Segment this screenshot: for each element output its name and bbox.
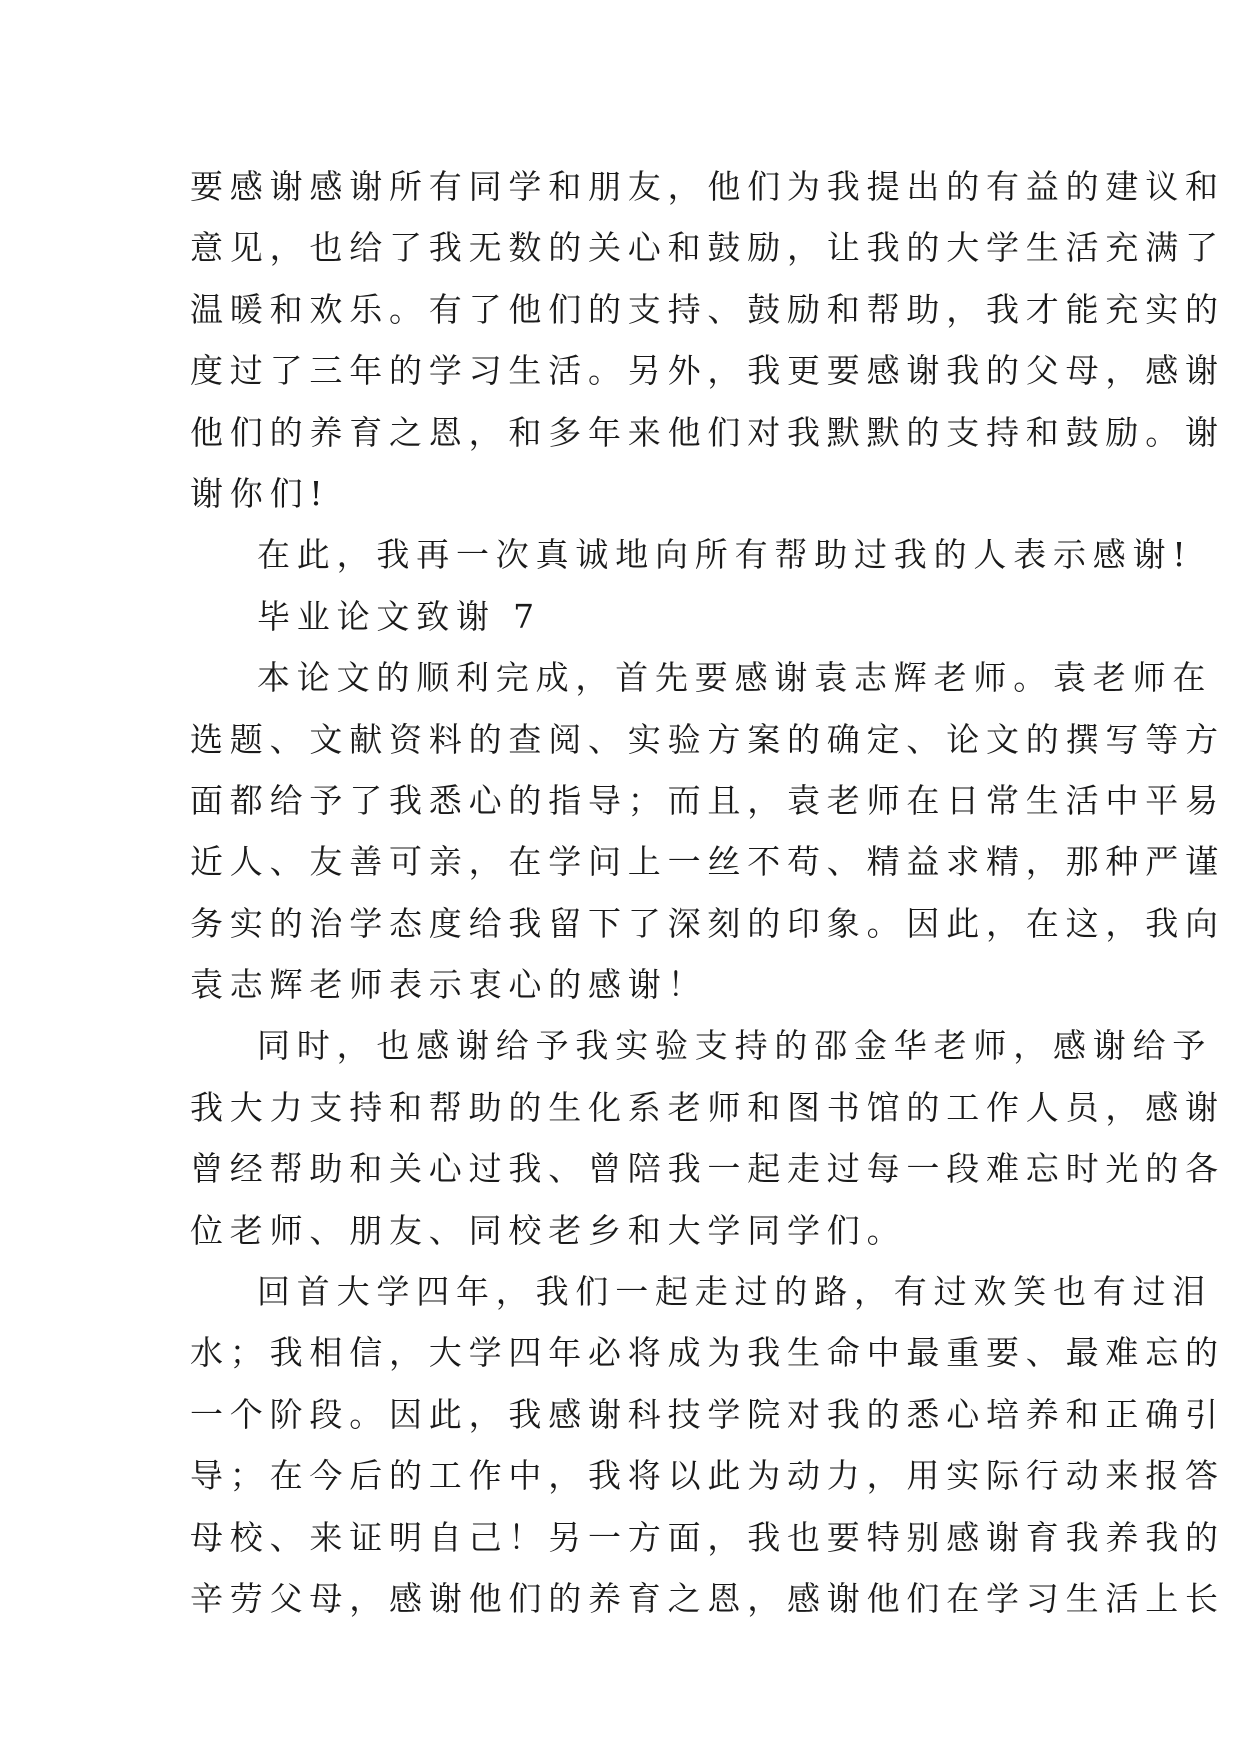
text-line: 在此，我再一次真诚地向所有帮助过我的人表示感谢! (257, 535, 1193, 575)
text-line: 温暖和欢乐。有了他们的支持、鼓励和帮助，我才能充实的 (190, 289, 1225, 329)
text-line: 辛劳父母，感谢他们的养育之恩，感谢他们在学习生活上长 (190, 1578, 1225, 1618)
text-line: 意见，也给了我无数的关心和鼓励，让我的大学生活充满了 (190, 228, 1225, 268)
text-line: 谢你们! (190, 473, 330, 513)
text-line: 曾经帮助和关心过我、曾陪我一起走过每一段难忘时光的各 (190, 1149, 1225, 1189)
text-line: 选题、文献资料的查阅、实验方案的确定、论文的撰写等方 (190, 719, 1225, 759)
text-line: 毕业论文致谢 7 (257, 596, 541, 636)
text-line: 回首大学四年，我们一起走过的路，有过欢笑也有过泪 (257, 1272, 1213, 1312)
text-line: 他们的养育之恩，和多年来他们对我默默的支持和鼓励。谢 (190, 412, 1225, 452)
text-line: 导；在今后的工作中，我将以此为动力，用实际行动来报答 (190, 1456, 1225, 1496)
text-line: 袁志辉老师表示衷心的感谢！ (190, 965, 708, 1005)
text-line: 水；我相信，大学四年必将成为我生命中最重要、最难忘的 (190, 1333, 1225, 1373)
text-line: 要感谢感谢所有同学和朋友，他们为我提出的有益的建议和 (190, 167, 1225, 206)
text-line: 同时，也感谢给予我实验支持的邵金华老师，感谢给予 (257, 1026, 1213, 1066)
text-line: 我大力支持和帮助的生化系老师和图书馆的工作人员，感谢 (190, 1087, 1225, 1127)
text-line: 母校、来证明自己！另一方面，我也要特别感谢育我养我的 (190, 1517, 1225, 1557)
text-line: 本论文的顺利完成，首先要感谢袁志辉老师。袁老师在 (257, 658, 1213, 698)
text-line: 面都给予了我悉心的指导；而且，袁老师在日常生活中平易 (190, 780, 1225, 820)
text-line: 务实的治学态度给我留下了深刻的印象。因此，在这，我向 (190, 903, 1225, 943)
text-line: 位老师、朋友、同校老乡和大学同学们。 (190, 1210, 907, 1250)
body-text (190, 156, 1225, 1629)
text-line: 一个阶段。因此，我感谢科技学院对我的悉心培养和正确引 (190, 1394, 1225, 1434)
text-line: 度过了三年的学习生活。另外，我更要感谢我的父母，感谢 (190, 351, 1225, 391)
text-line: 近人、友善可亲，在学问上一丝不苟、精益求精，那种严谨 (190, 842, 1225, 882)
